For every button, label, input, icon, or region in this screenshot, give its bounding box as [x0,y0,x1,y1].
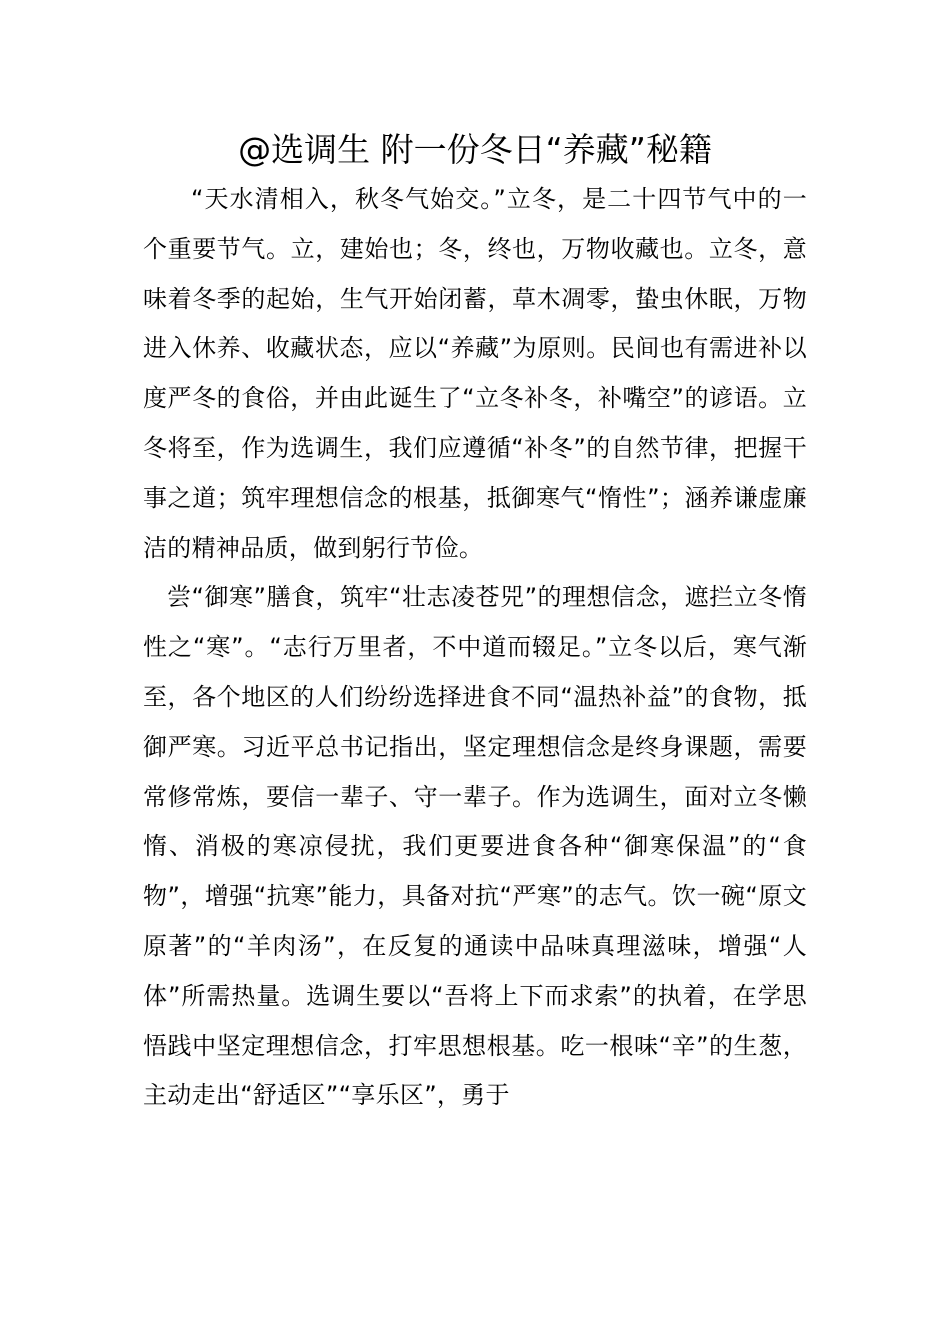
document-body [143,175,807,1121]
paragraph-section-one: 尝“御寒”膳食，筑牢“壮志凌苍兕”的理想信念，遮拦立冬惰性之“寒”。“志行万里者，不中道而辍足。”立冬以后，寒气渐至，各个地区的人们纷纷选择进食不同“温热补益”的食物，抵御严寒。习近平总书记指出，坚定理想信念是终身课题，需要常修常炼，要信一辈子、守一辈子。作为选调生，面对立冬懒惰、消极的寒凉侵扰，我们更要进食各种“御寒保温”的“食物”，增强“抗寒”能力，具备对抗“严寒”的志气。饮一碗“原文原著”的“羊肉汤”，在反复的通读中品味真理滋味，增强“人体”所需热量。选调生要以“吾将上下而求索”的执着，在学思悟践中坚定理想信念，打牢思想根基。吃一根味“辛”的生葱，主动走出“舒适区”“享乐区”，勇于 [143,583,807,1110]
document-title: @选调生 附一份冬日“养藏”秘籍 [238,130,712,169]
paragraph-intro: “天水清相入，秋冬气始交。”立冬，是二十四节气中的一个重要节气。立，建始也；冬，终也，万物收藏也。立冬，意味着冬季的起始，生气开始闭蓄，草木凋零，蛰虫休眠，万物进入休养、收藏状态，应以“养藏”为原则。民间也有需进补以度严冬的食俗，并由此诞生了“立冬补冬，补嘴空”的谚语。立冬将至，作为选调生，我们应遵循“补冬”的自然节律，把握干事之道；筑牢理想信念的根基，抵御寒气“惰性”；涵养谦虚廉洁的精神品质，做到躬行节俭。 [143,185,807,562]
